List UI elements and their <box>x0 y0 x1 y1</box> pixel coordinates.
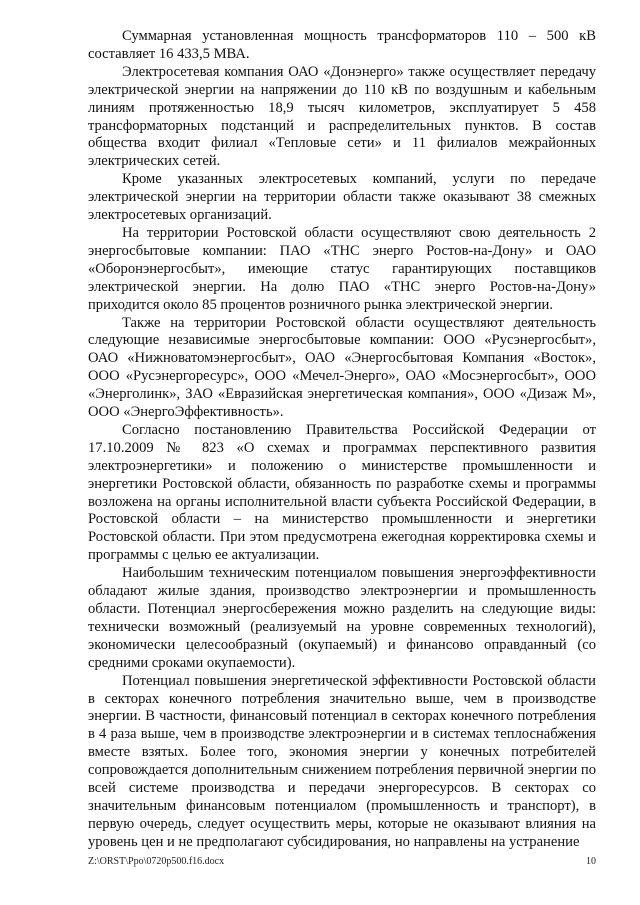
paragraph-government-decree: Согласно постановлению Правительства Российской Федерации от 17.10.2009 № 823 «О схемах и программах перспективного развития электроэнергетики» и положению о министерстве промышленности и энергетики Ростовской области, обязанность по разработке схемы и программы возложена на органы исполнительной власти субъекта Российской Федерации, в Ростовской области – на министерство промышленности и энергетики Ростовской области. При этом предусмотрена ежегодная корректировка схемы и программы с целью ее актуализации. <box>88 421 596 564</box>
file-path: Z:\ORST\Ppo\0720p500.f16.docx <box>88 856 225 867</box>
paragraph-donenergo: Электросетевая компания ОАО «Донэнерго» также осуществляет передачу электрической энергии на напряжении до 110 кВ по воздушным и кабельным линиям протяженностью 18,9 тысяч километров, эксплуатирует 5 458 трансформаторных подстанций и распределительных пунктов. В состав общества входит филиал «Тепловые сети» и 11 филиалов межрайонных электрических сетей. <box>88 63 596 170</box>
page-number: 10 <box>586 856 596 867</box>
paragraph-adjacent-grid-organizations: Кроме указанных электросетевых компаний, услуги по передаче электрической энергии на территории области также оказывают 38 смежных электросетевых организаций. <box>88 171 596 224</box>
paragraph-independent-sales-companies: Также на территории Ростовской области осуществляют деятельность следующие независимые энергосбытовые компании: ООО «Русэнергосбыт», ОАО «Нижноватомэнергосбыт», ОАО «Энергосбытовая Компания «Восток», ООО «Русэнергоресурс», ООО «Мечел-Энерго», ОАО «Мосэнергосбыт», ООО «Энерголинк», ЗАО «Евразийская энергетическая компания», ООО «Дизаж М», ООО «ЭнергоЭффективность». <box>88 314 596 421</box>
body-text <box>88 28 596 852</box>
paragraph-energy-sales-companies: На территории Ростовской области осуществляют свою деятельность 2 энергосбытовые компании: ПАО «ТНС энерго Ростов-на-Дону» и ОАО «Оборонэнергосбыт», имеющие статус гарантирующих поставщиков электрической энергии. На долю ПАО «ТНС энерго Ростов-на-Дону» приходится около 85 процентов розничного рынка электрической энергии. <box>88 224 596 313</box>
paragraph-transformer-capacity: Суммарная установленная мощность трансформаторов 110 – 500 кВ составляет 16 433,5 МВА. <box>88 28 596 62</box>
paragraph-end-use-potential: Потенциал повышения энергетической эффективности Ростовской области в секторах конечного потребления значительно выше, чем в производстве энергии. В частности, финансовый потенциал в секторах конечного потребления в 4 раза выше, чем в производстве электроэнергии и в системах теплоснабжения вместе взятых. Более того, экономия энергии у конечных потребителей сопровождается дополнительным снижением потребления первичной энергии по всей системе производства и передачи энергоресурсов. В секторах со значительным финансовым потенциалом (промышленность и транспорт), в первую очередь, следует осуществить меры, которые не оказывают влияния на уровень цен и не предполагают субсидирования, но направлены на устранение <box>88 672 596 850</box>
paragraph-efficiency-potential: Наибольшим техническим потенциалом повышения энергоэффективности обладают жилые здания, производство электроэнергии и промышленность области. Потенциал энергосбережения можно разделить на следующие виды: технически возможный (реализуемый на уровне современных технологий), экономически целесообразный (окупаемый) и финансово оправданный (со средними сроками окупаемости). <box>88 565 596 671</box>
